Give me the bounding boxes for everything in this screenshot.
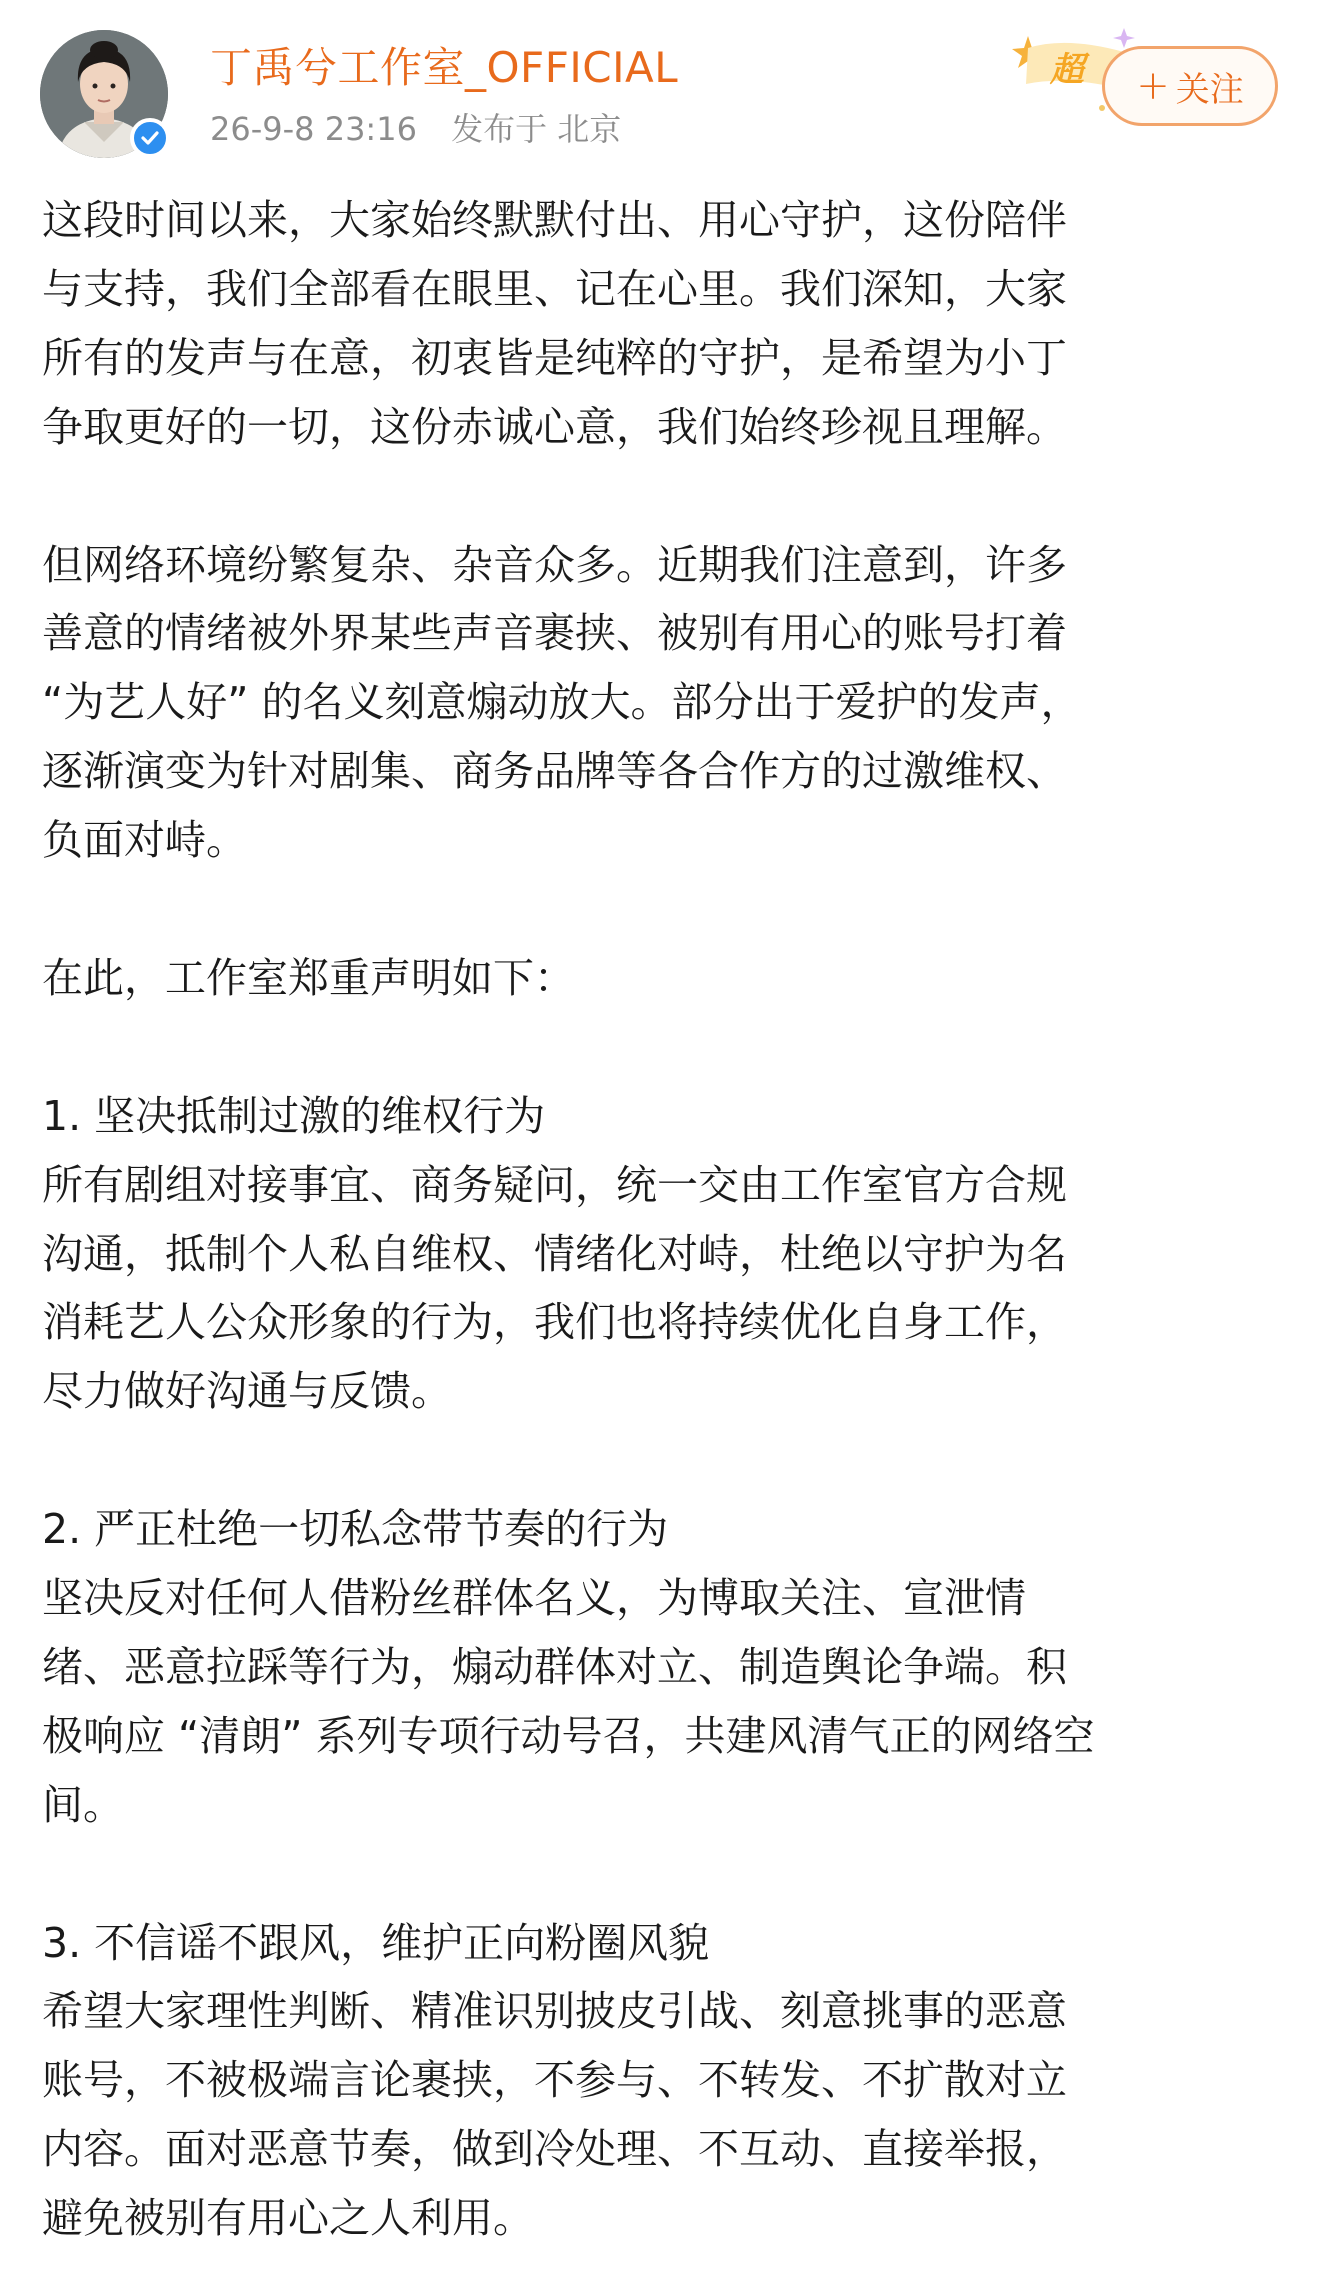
post-text-line: 逐渐演变为针对剧集、商务品牌等各合作方的过激维权、 — [42, 747, 1067, 796]
post-text-line: 希望大家理性判断、精准识别披皮引战、刻意挑事的恶意 — [42, 1987, 1067, 2036]
post-text-line: 内容。面对恶意节奏，做到冷处理、不互动、直接举报， — [42, 2125, 1067, 2174]
post-text-line: 与支持，我们全部看在眼里、记在心里。我们深知，大家 — [42, 264, 1067, 313]
post-meta — [210, 108, 645, 150]
blank-line — [42, 875, 1292, 944]
post-text-line: 账号，不被极端言论裹挟，不参与、不转发、不扩散对立 — [42, 2056, 1067, 2105]
post-text-line: 3. 不信谣不跟风，维护正向粉圈风貌 — [42, 1918, 710, 1967]
blank-line — [42, 1013, 1292, 1082]
post-text-line: 1. 坚决抵制过激的维权行为 — [42, 1091, 546, 1140]
super-badge-text: 超 — [1050, 50, 1084, 90]
blank-line — [42, 462, 1292, 531]
post-header — [0, 0, 1320, 170]
post-text-line: 尽力做好沟通与反馈。 — [42, 1367, 452, 1416]
follow-label: 关注 — [1175, 69, 1244, 110]
post-text-line: 所有剧组对接事宜、商务疑问，统一交由工作室官方合规 — [42, 1160, 1067, 1209]
post-text-line: 争取更好的一切，这份赤诚心意，我们始终珍视且理解。 — [42, 402, 1067, 451]
post-text-line: 所有的发声与在意，初衷皆是纯粹的守护，是希望为小丁 — [42, 333, 1067, 382]
post-text-line: 极响应 “清朗” 系列专项行动号召，共建风清气正的网络空 — [42, 1711, 1095, 1760]
post-text-line: 间。 — [42, 1780, 124, 1829]
post-text-line: 避免被别有用心之人利用。 — [42, 2194, 534, 2243]
post-text-line: 绪、恶意拉踩等行为，煽动群体对立、制造舆论争端。积 — [42, 1642, 1067, 1691]
blank-line — [42, 1426, 1292, 1495]
post-text-line: 在此，工作室郑重声明如下： — [42, 953, 575, 1002]
post-text-line: 善意的情绪被外界某些声音裹挟、被别有用心的账号打着 — [42, 609, 1067, 658]
post-text-line: 这段时间以来，大家始终默默付出、用心守护，这份陪伴 — [42, 196, 1067, 244]
plus-icon: + — [1136, 63, 1170, 109]
post-text-line: 但网络环境纷繁复杂、杂音众多。近期我们注意到，许多 — [42, 540, 1067, 589]
post-timestamp: 26-9-8 23:16 — [210, 110, 417, 148]
post-text-line: 坚决反对任何人借粉丝群体名义，为博取关注、宣泄情 — [42, 1574, 1026, 1623]
author-name[interactable]: 丁禹兮工作室_OFFICIAL — [210, 43, 679, 92]
post-text-line: 沟通，抵制个人私自维权、情绪化对峙，杜绝以守护为名 — [42, 1229, 1067, 1278]
post-text-line: 负面对峙。 — [42, 816, 247, 865]
verified-badge-icon — [130, 118, 170, 158]
follow-button[interactable] — [1102, 46, 1278, 126]
post-text-line: 2. 严正杜绝一切私念带节奏的行为 — [42, 1505, 669, 1554]
blank-line — [42, 1840, 1292, 1909]
post-text-line: 消耗艺人公众形象的行为，我们也将持续优化自身工作， — [42, 1298, 1067, 1347]
post-location: 发布于 北京 — [451, 110, 622, 148]
post-body — [42, 186, 1292, 2253]
post-text-line: “为艺人好” 的名义刻意煽动放大。部分出于爱护的发声， — [42, 678, 1082, 727]
